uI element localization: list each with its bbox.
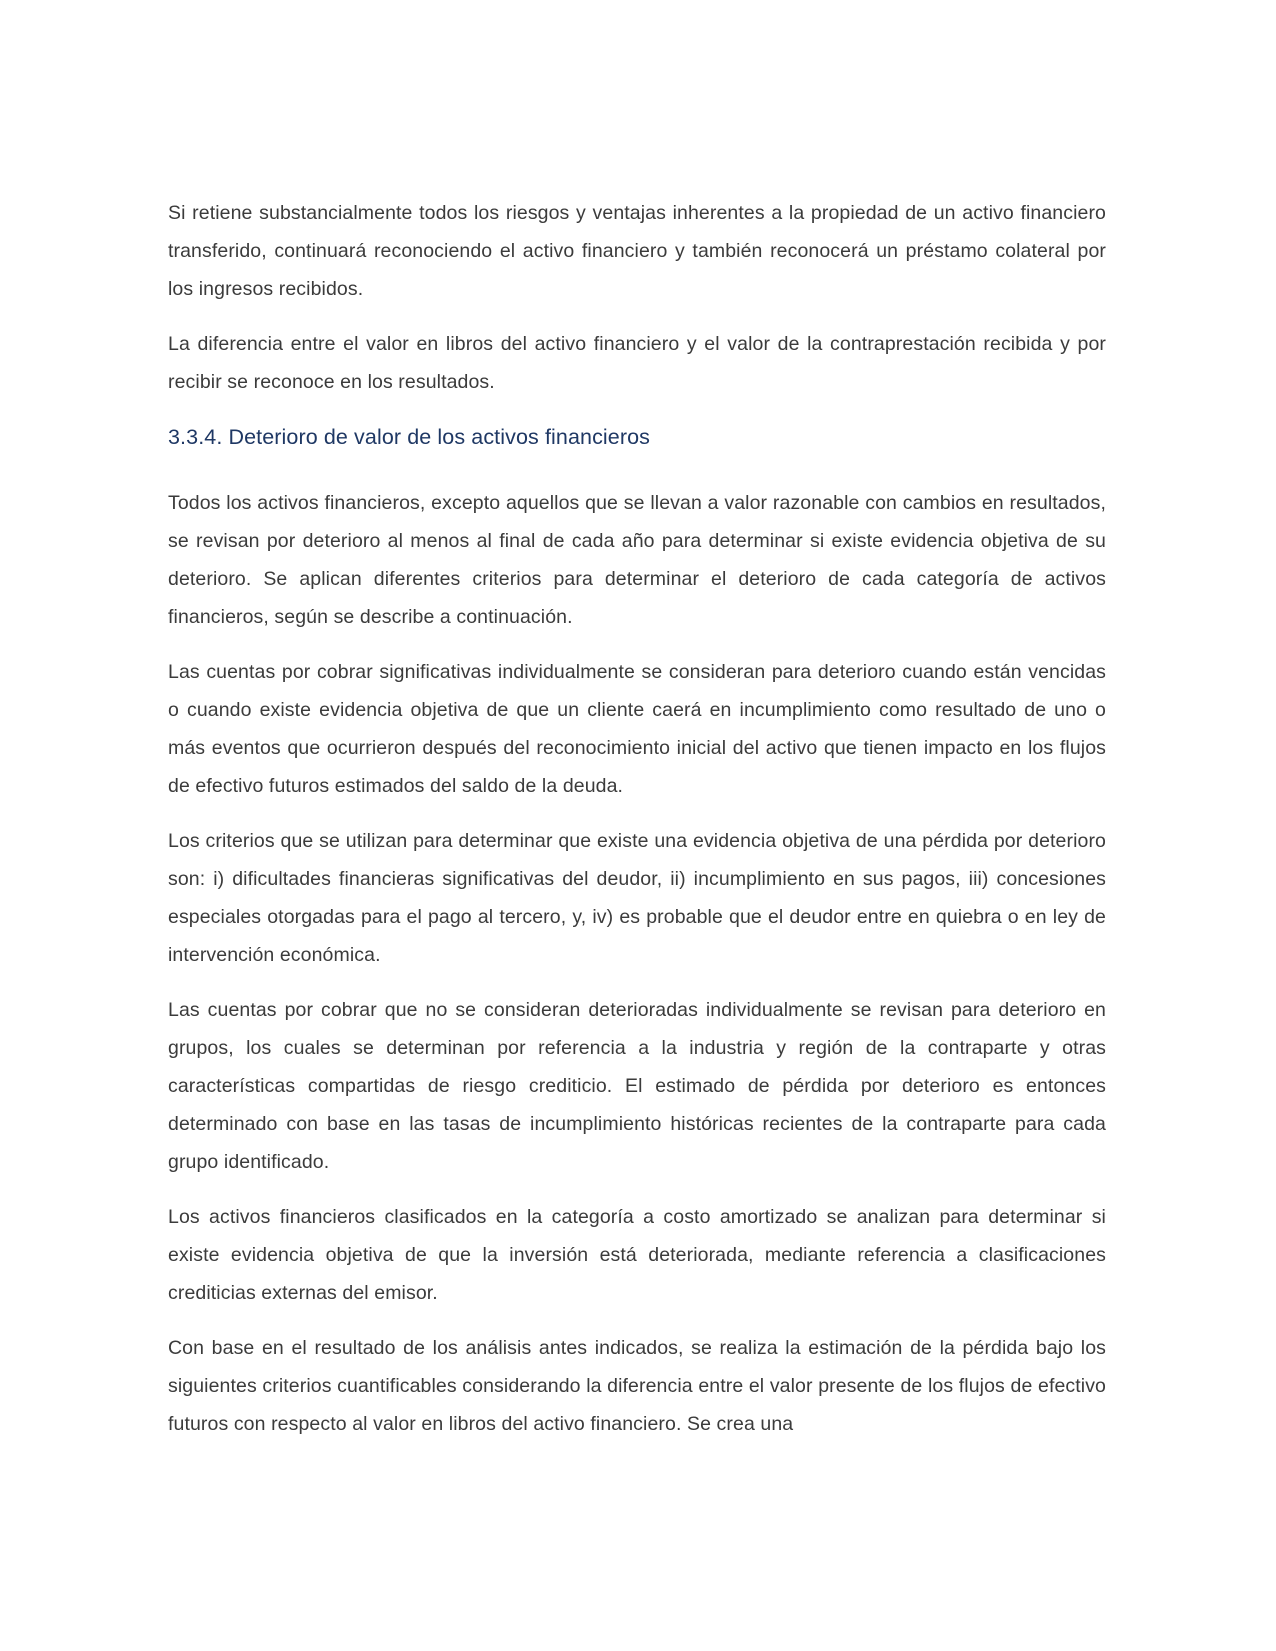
paragraph-significant-receivables: Las cuentas por cobrar significativas individualmente se consideran para deterioro cuando están vencidas o cuando existe evidencia objetiva de que un cliente caerá en incumplimiento como resultado de uno o más eventos que ocurrieron después del reconocimiento inicial del activo que tienen impacto en los flujos de efectivo futuros estimados del saldo de la deuda. <box>168 661 1106 797</box>
paragraph-book-value-difference: La diferencia entre el valor en libros del activo financiero y el valor de la contraprestación recibida y por recibir se reconoce en los resultados. <box>168 333 1106 393</box>
section-heading-334-deterioro: 3.3.4. Deterioro de valor de los activos financieros <box>168 425 651 449</box>
paragraph-amortized-cost-assets: Los activos financieros clasificados en la categoría a costo amortizado se analizan para determinar si existe evidencia objetiva de que la inversión está deteriorada, mediante referencia a clasificaciones crediticias externas del emisor. <box>168 1206 1106 1304</box>
paragraph-group-impairment-review: Las cuentas por cobrar que no se consideran deterioradas individualmente se revisan para deterioro en grupos, los cuales se determinan por referencia a la industria y región de la contraparte y otras características compartidas de riesgo crediticio. El estimado de pérdida por deterioro es entonces determinado con base en las tasas de incumplimiento históricas recientes de la contraparte para cada grupo identificado. <box>168 999 1106 1173</box>
paragraph-objective-evidence-criteria: Los criterios que se utilizan para determinar que existe una evidencia objetiva de una pérdida por deterioro son: i) dificultades financieras significativas del deudor, ii) incumplimiento en sus pagos, iii) concesiones especiales otorgadas para el pago al tercero, y, iv) es probable que el deudor entre en quiebra o en ley de intervención económica. <box>168 830 1106 966</box>
paragraph-loss-estimation: Con base en el resultado de los análisis antes indicados, se realiza la estimación de la pérdida bajo los siguientes criterios cuantificables considerando la diferencia entre el valor presente de los flujos de efectivo futuros con respecto al valor en libros del activo financiero. Se crea una <box>168 1337 1106 1435</box>
paragraph-annual-impairment-review: Todos los activos financieros, excepto aquellos que se llevan a valor razonable con cambios en resultados, se revisan por deterioro al menos al final de cada año para determinar si existe evidencia objetiva de su deterioro. Se aplican diferentes criterios para determinar el deterioro de cada categoría de activos financieros, según se describe a continuación. <box>168 492 1106 628</box>
document-content <box>168 194 1106 1460</box>
paragraph-retained-risks: Si retiene substancialmente todos los riesgos y ventajas inherentes a la propiedad de un activo financiero transferido, continuará reconociendo el activo financiero y también reconocerá un préstamo colateral por los ingresos recibidos. <box>168 202 1106 300</box>
